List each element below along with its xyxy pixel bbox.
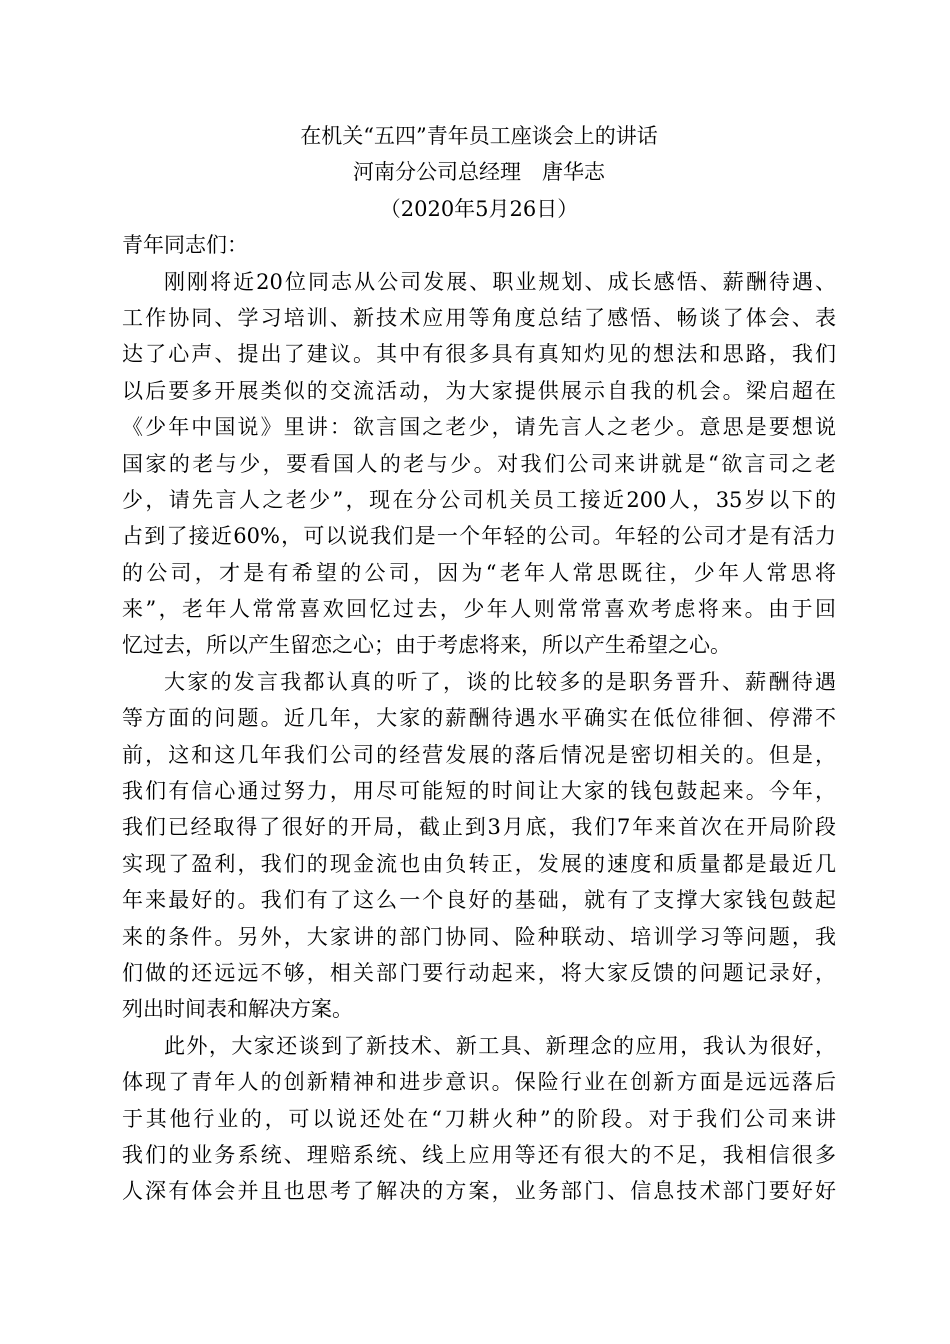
paragraph-line: 占到了接近60%，可以说我们是一个年轻的公司。年轻的公司才是有活力	[122, 524, 836, 549]
paragraph-line: 此外，大家还谈到了新技术、新工具、新理念的应用，我认为很好，	[164, 1033, 836, 1058]
paragraph-line: 我们有信心通过努力，用尽可能短的时间让大家的钱包鼓起来。今年，	[122, 779, 836, 804]
paragraph-line: 们做的还远远不够，相关部门要行动起来，将大家反馈的问题记录好，	[122, 960, 836, 985]
paragraph-3	[122, 1028, 836, 1210]
paragraph-line: 人深有体会并且也思考了解决的方案，业务部门、信息技术部门要好好	[122, 1179, 836, 1204]
paragraph-line: 实现了盈利，我们的现金流也由负转正，发展的速度和质量都是最近几	[122, 851, 836, 876]
paragraph-line: 来”，老年人常常喜欢回忆过去，少年人则常常喜欢考虑将来。由于回	[122, 597, 836, 622]
paragraph-line: 列出时间表和解决方案。	[122, 997, 353, 1022]
paragraph-line: 大家的发言我都认真的听了，谈的比较多的是职务晋升、薪酬待遇	[164, 669, 836, 694]
paragraph-line: 的公司，才是有希望的公司，因为“老年人常思既往，少年人常思将	[122, 560, 836, 585]
paragraph-line: 年来最好的。我们有了这么一个良好的基础，就有了支撑大家钱包鼓起	[122, 888, 836, 913]
paragraph-line: 达了心声、提出了建议。其中有很多具有真知灼见的想法和思路，我们	[122, 342, 836, 367]
document-author: 河南分公司总经理 唐华志	[353, 160, 605, 185]
paragraph-line: 于其他行业的，可以说还处在“刀耕火种”的阶段。对于我们公司来讲	[122, 1106, 836, 1131]
paragraph-line: 我们已经取得了很好的开局，截止到3月底，我们7年来首次在开局阶段	[122, 815, 836, 840]
paragraph-line: 工作协同、学习培训、新技术应用等角度总结了感悟、畅谈了体会、表	[122, 305, 836, 330]
paragraph-line: 等方面的问题。近几年，大家的薪酬待遇水平确实在低位徘徊、停滞不	[122, 706, 836, 731]
document-title: 在机关“五四”青年员工座谈会上的讲话	[300, 124, 658, 148]
paragraph-2	[122, 664, 836, 1028]
paragraph-line: 国家的老与少，要看国人的老与少。对我们公司来讲就是“欲言司之老	[122, 451, 836, 476]
paragraph-line: 《少年中国说》里讲：欲言国之老少，请先言人之老少。意思是要想说	[122, 415, 836, 440]
paragraph-line: 少，请先言人之老少”，现在分公司机关员工接近200人，35岁以下的	[122, 487, 836, 512]
paragraph-1	[122, 264, 836, 664]
paragraph-line: 忆过去，所以产生留恋之心；由于考虑将来，所以产生希望之心。	[122, 633, 731, 658]
paragraph-line: 以后要多开展类似的交流活动，为大家提供展示自我的机会。梁启超在	[122, 378, 836, 403]
document-body	[122, 118, 836, 1210]
document-date: （2020年5月26日）	[379, 196, 579, 221]
paragraph-line: 前，这和这几年我们公司的经营发展的落后情况是密切相关的。但是，	[122, 742, 836, 767]
paragraph-line: 体现了青年人的创新精神和进步意识。保险行业在创新方面是远远落后	[122, 1070, 836, 1095]
paragraph-line: 刚刚将近20位同志从公司发展、职业规划、成长感悟、薪酬待遇、	[164, 269, 836, 294]
paragraph-line: 来的条件。另外，大家讲的部门协同、险种联动、培训学习等问题，我	[122, 924, 836, 949]
salutation: 青年同志们：	[122, 233, 248, 258]
paragraph-line: 我们的业务系统、理赔系统、线上应用等还有很大的不足，我相信很多	[122, 1142, 836, 1167]
